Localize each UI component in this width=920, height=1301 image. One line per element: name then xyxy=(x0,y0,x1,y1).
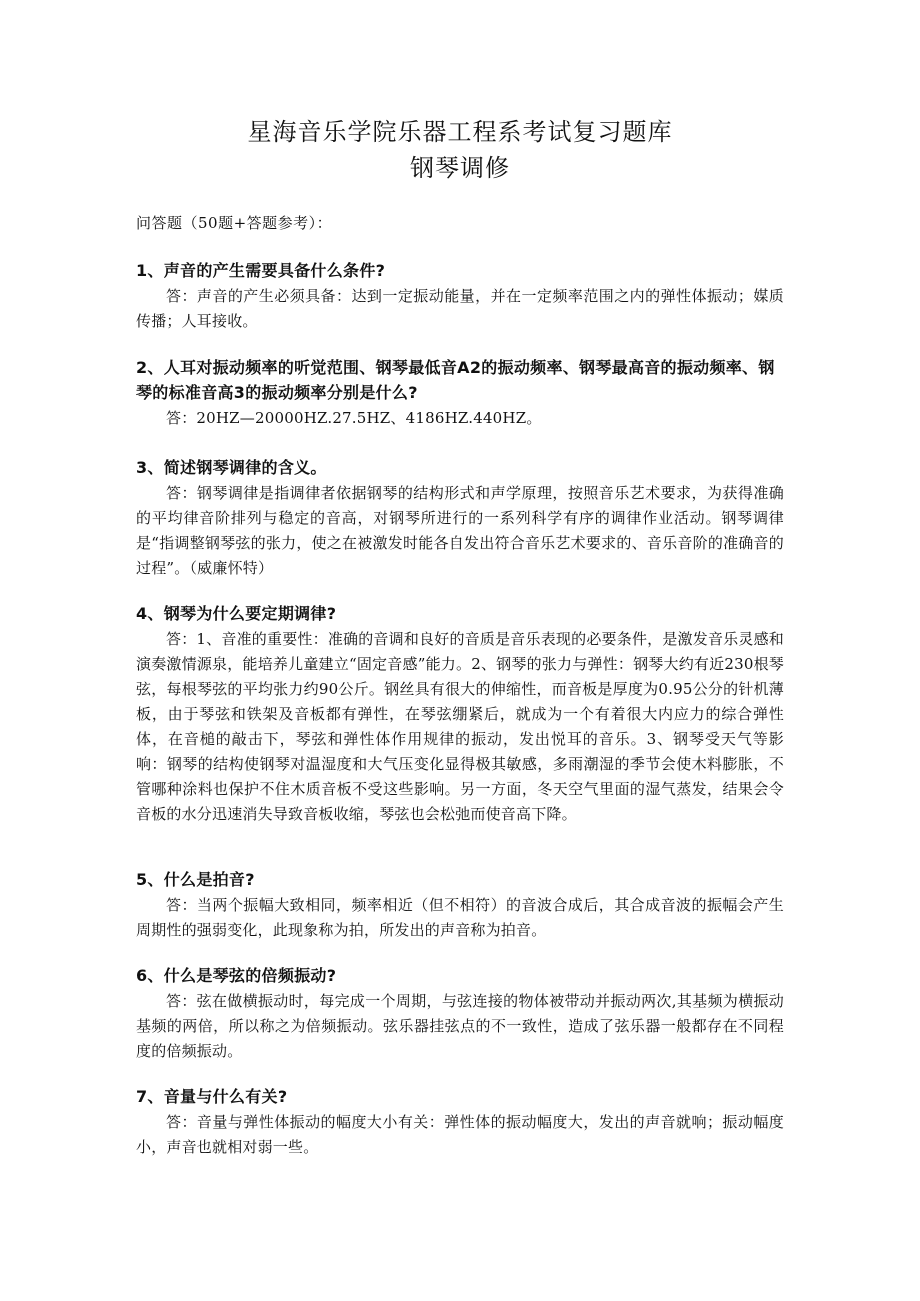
answer-1: 答：声音的产生必须具备：达到一定振动能量，并在一定频率范围之内的弹性体振动；媒质传播；人耳接收。 xyxy=(136,287,784,330)
document-subtitle: 钢琴调修 xyxy=(410,154,510,182)
qa-item-6 xyxy=(136,963,784,1064)
qa-item-7 xyxy=(136,1084,784,1160)
answer-3: 答：钢琴调律是指调律者依据钢琴的结构形式和声学原理，按照音乐艺术要求，为获得准确的平均律音阶排列与稳定的音高，对钢琴所进行的一系列科学有序的调律作业活动。钢琴调律是“指调整钢琴弦的张力，使之在被激发时能各自发出符合音乐艺术要求的、音乐音阶的准确音的过程”。（威廉怀特） xyxy=(136,484,784,577)
answer-5: 答：当两个振幅大致相同，频率相近（但不相符）的音波合成后，其合成音波的振幅会产生周期性的强弱变化，此现象称为拍，所发出的声音称为拍音。 xyxy=(136,896,784,939)
question-6: 6、什么是琴弦的倍频振动? xyxy=(136,966,337,985)
question-5: 5、什么是拍音? xyxy=(136,870,255,889)
section-intro: 问答题（50题+答题参考）： xyxy=(136,214,333,232)
question-3: 3、简述钢琴调律的含义。 xyxy=(136,458,327,477)
qa-item-2 xyxy=(136,355,784,431)
question-2: 2、人耳对振动频率的听觉范围、钢琴最低音A2的振动频率、钢琴最高音的振动频率、钢琴的标准音高3的振动频率分别是什么? xyxy=(136,358,775,402)
qa-item-5 xyxy=(136,867,784,943)
answer-2: 答：20HZ—20000HZ.27.5HZ、4186HZ.440HZ。 xyxy=(166,409,542,427)
qa-item-1 xyxy=(136,258,784,334)
qa-item-4 xyxy=(136,601,784,827)
question-4: 4、钢琴为什么要定期调律? xyxy=(136,604,337,623)
answer-7: 答：音量与弹性体振动的幅度大小有关：弹性体的振动幅度大，发出的声音就响；振动幅度小，声音也就相对弱一些。 xyxy=(136,1113,784,1156)
answer-4: 答：1、音准的重要性：准确的音调和良好的音质是音乐表现的必要条件，是激发音乐灵感和演奏激情源泉，能培养儿童建立“固定音感”能力。2、钢琴的张力与弹性：钢琴大约有近230根琴弦，每根琴弦的平均张力约90公斤。钢丝具有很大的伸缩性，而音板是厚度为0.95公分的针机薄板，由于琴弦和铁架及音板都有弹性，在琴弦绷紧后，就成为一个有着很大内应力的综合弹性体，在音槌的敲击下，琴弦和弹性体作用规律的振动，发出悦耳的音乐。3、钢琴受天气等影响：钢琴的结构使钢琴对温湿度和大气压变化显得极其敏感，多雨潮湿的季节会使木料膨胀，不管哪种涂料也保护不住木质音板不受这些影响。另一方面，冬天空气里面的湿气蒸发，结果会令音板的水分迅速消失导致音板收缩，琴弦也会松弛而使音高下降。 xyxy=(136,630,784,823)
answer-6: 答：弦在做横振动时，每完成一个周期，与弦连接的物体被带动并振动两次,其基频为横振动基频的两倍，所以称之为倍频振动。弦乐器挂弦点的不一致性，造成了弦乐器一般都存在不同程度的倍频振动。 xyxy=(136,992,784,1060)
question-7: 7、音量与什么有关? xyxy=(136,1087,288,1106)
question-1: 1、声音的产生需要具备什么条件? xyxy=(136,261,386,280)
document-title: 星海音乐学院乐器工程系考试复习题库 xyxy=(247,118,673,146)
qa-item-3 xyxy=(136,455,784,581)
